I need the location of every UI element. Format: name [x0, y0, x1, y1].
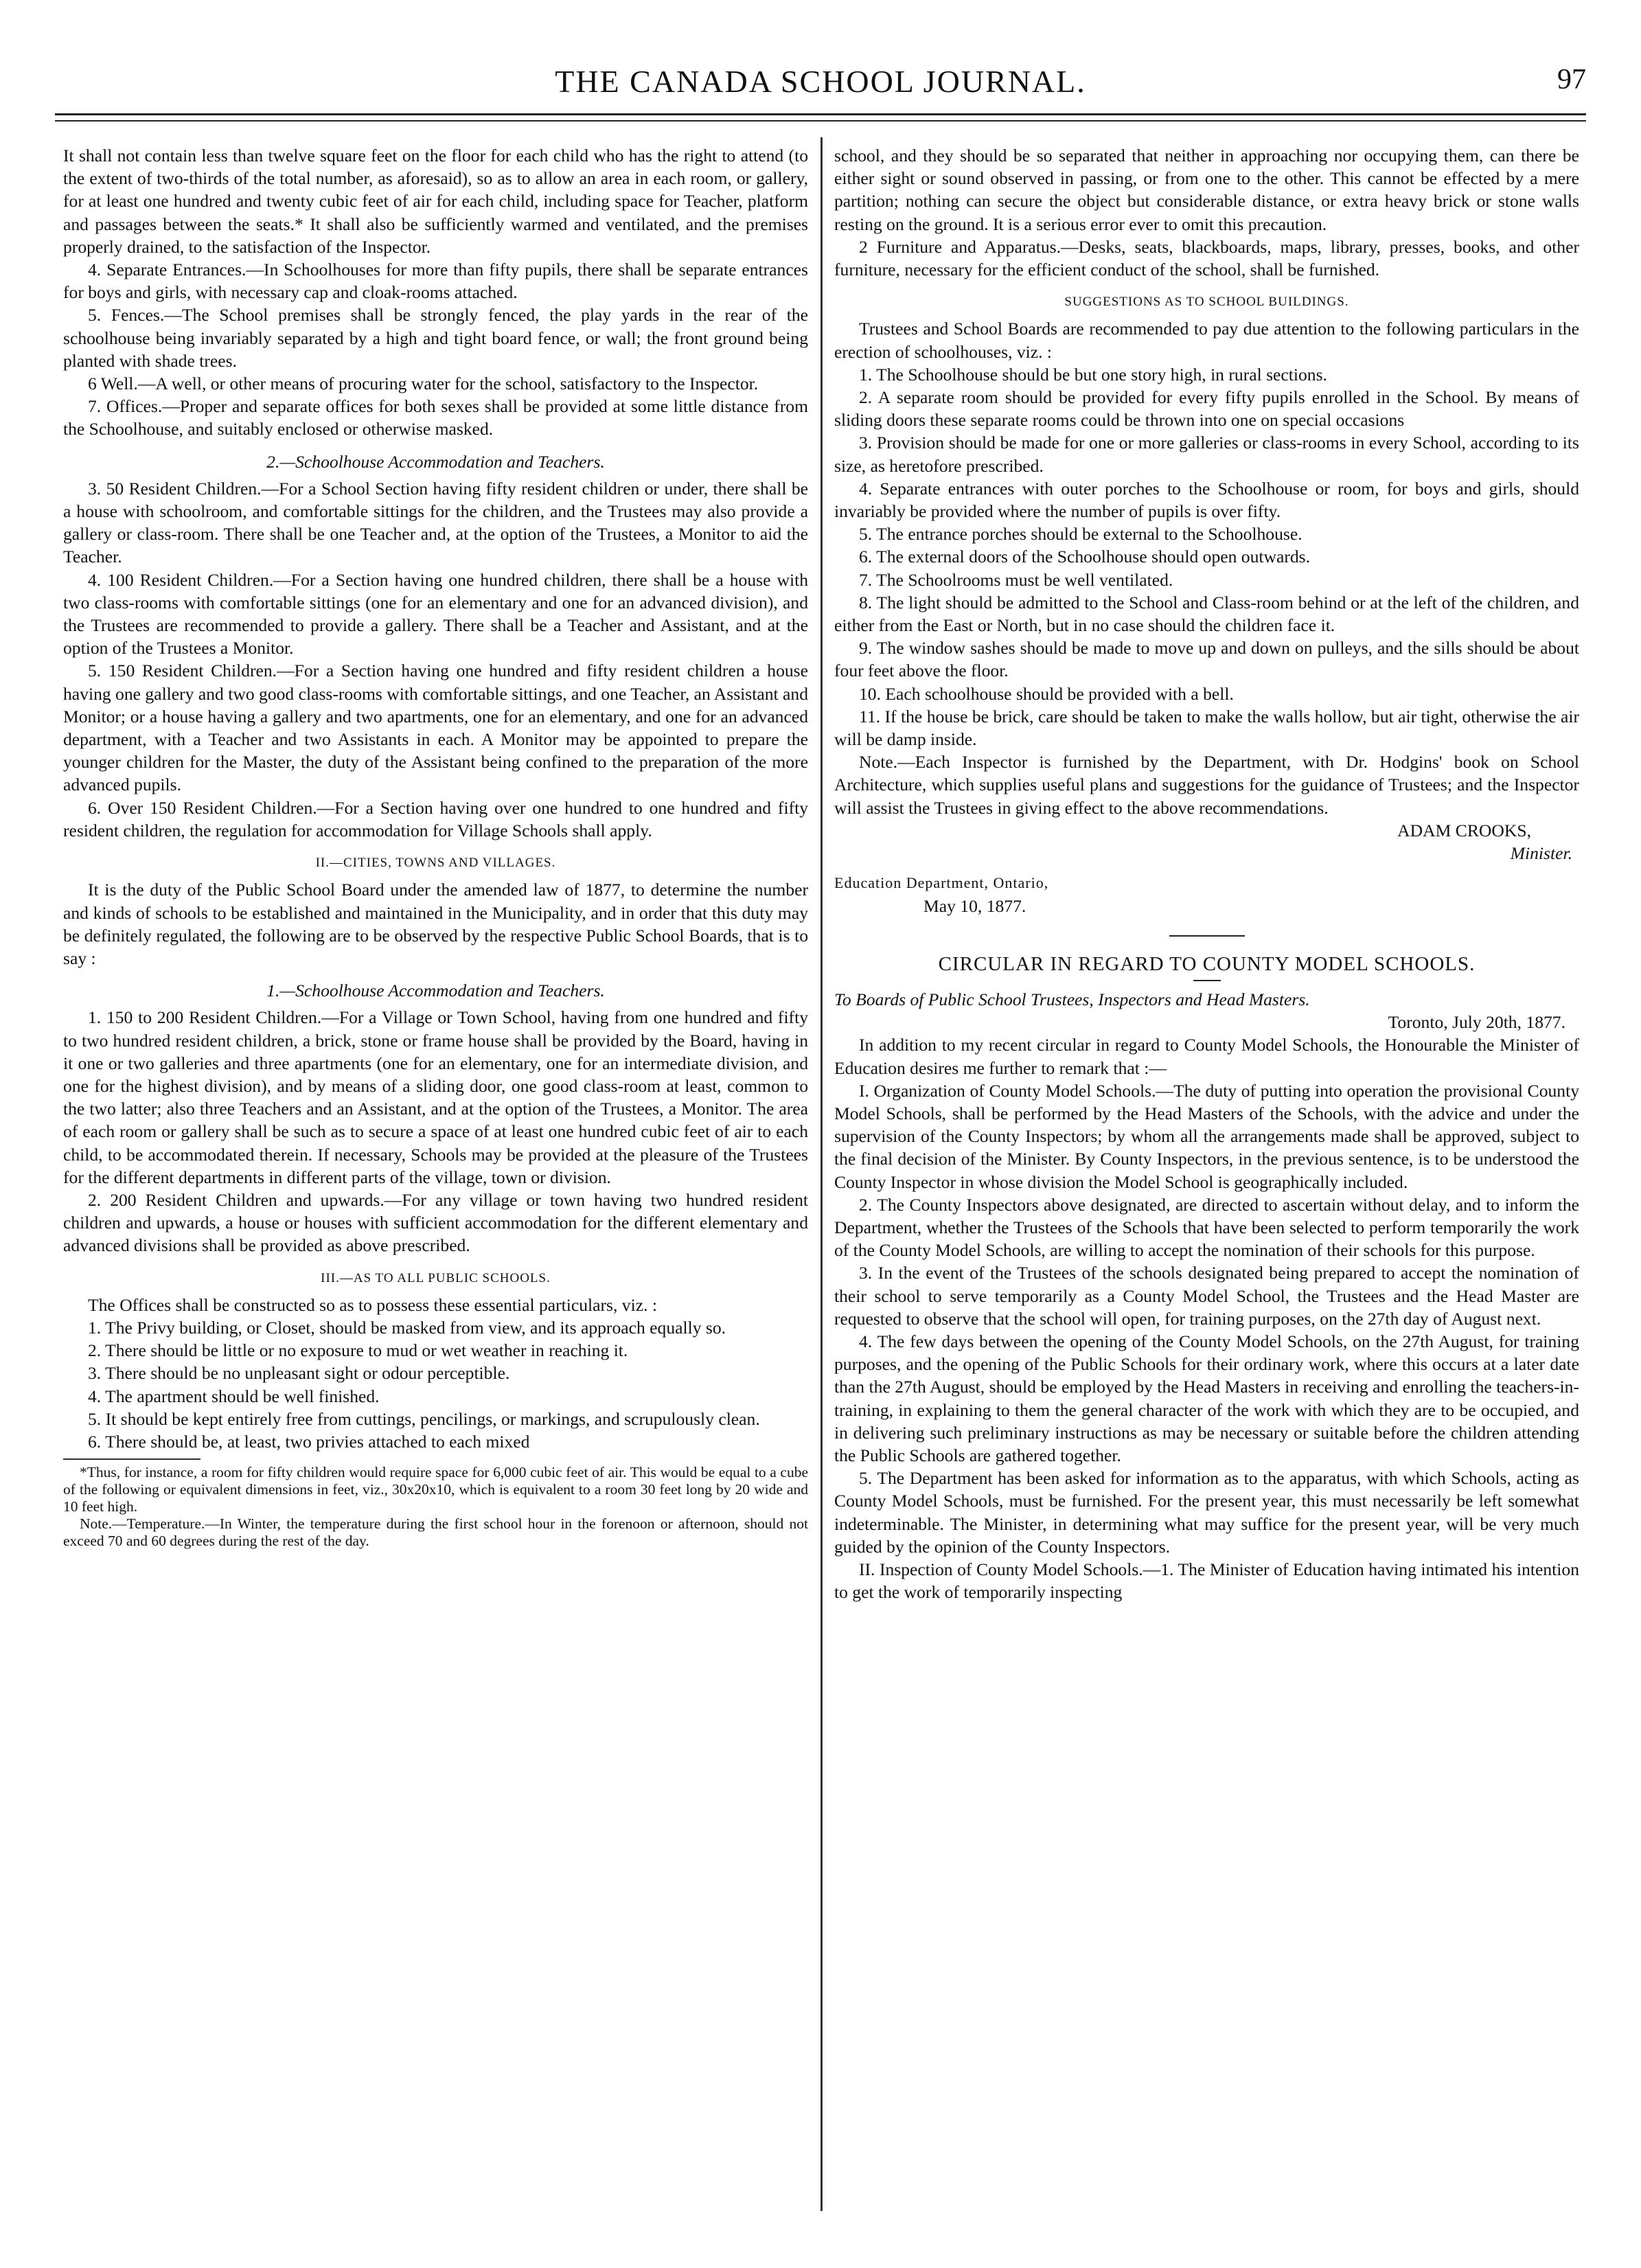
footnote-rule: [63, 1458, 200, 1460]
department-line: Education Department, Ontario,: [834, 874, 1049, 892]
circular-title: CIRCULAR IN REGARD TO COUNTY MODEL SCHOOLS.: [938, 952, 1476, 975]
paragraph: 8. The light should be admitted to the School and Class-room behind or at the left of the children, and either from the East or North, but in no case should the children face it.: [834, 592, 1579, 636]
paragraph: 9. The window sashes should be made to move up and down on pulleys, and the sills should be about four feet above the floor.: [834, 638, 1579, 681]
paragraph: In addition to my recent circular in regard to County Model Schools, the Honourable the Minister of Education desires me further to remark that :—: [834, 1035, 1579, 1078]
paragraph: 5. It should be kept entirely free from cuttings, pencilings, or markings, and scrupulously clean.: [88, 1408, 760, 1429]
paragraph: 2. There should be little or no exposure to mud or wet weather in reaching it.: [88, 1340, 628, 1361]
department-date: May 10, 1877.: [923, 895, 1026, 916]
paragraph: 3. Provision should be made for one or more galleries or class-rooms in every School, according to its size, as heretofore prescribed.: [834, 433, 1579, 476]
footnote: Note.—Temperature.—In Winter, the temperature during the first school hour in the forenoon or afternoon, should not exceed 70 and 60 degrees during the rest of the day.: [63, 1515, 808, 1550]
section-heading: 2.—Schoolhouse Accommodation and Teachers.: [266, 451, 605, 472]
section-heading: 1.—Schoolhouse Accommodation and Teachers.: [266, 981, 605, 1001]
signature-title: Minister.: [1510, 843, 1572, 864]
paragraph: It is the duty of the Public School Board under the amended law of 1877, to determine the number and kinds of schools to be established and maintained in the Municipality, and in order that this duty may be definitely regulated, the following are to be observed by the respective Public School Boards, that is to say :: [63, 880, 808, 968]
paragraph: 3. 50 Resident Children.—For a School Section having fifty resident children or under, there shall be a house with schoolroom, and comfortable sittings for the children, and the Trustees may also provide a gallery or class-room. There shall be one Teacher and, at the option of the Trustees, a Monitor to aid the Teacher.: [63, 478, 808, 567]
title-separator: [1193, 980, 1221, 981]
paragraph: 2. 200 Resident Children and upwards.—For any village or town having two hundred resident children and upwards, a house or houses with sufficient accommodation for the different elementary and advanced divisions shall be provided as above prescribed.: [63, 1189, 808, 1256]
paragraph: 2 Furniture and Apparatus.—Desks, seats, blackboards, maps, library, presses, books, and other furniture, necessary for the efficient conduct of the school, shall be furnished.: [834, 236, 1579, 280]
paragraph: 5. 150 Resident Children.—For a Section having one hundred and fifty resident children a house having one gallery and two good class-rooms with comfortable sittings, and one Teacher, an Assistant and Monitor; or a house having a gallery and two apartments, one for an elementary, and one for an advanced department, with a Teacher and two Assistants in each. A Monitor may be appointed to prepare the younger children for the Master, the duty of the Assistant being confined to the preparation of the more advanced pupils.: [63, 661, 808, 795]
paragraph: 6. Over 150 Resident Children.—For a Section having over one hundred to one hundred and fifty resident children, the regulation for accommodation for Village Schools shall apply.: [63, 797, 808, 840]
section-heading: II.—CITIES, TOWNS AND VILLAGES.: [315, 856, 556, 871]
footnote: *Thus, for instance, a room for fifty children would require space for 6,000 cubic feet of air. This would be equal to a cube of the following or equivalent dimensions in feet, viz., 30x20x10, which is equivalent to a room 30 feet long by 20 wide and 10 feet high.: [63, 1464, 808, 1515]
paragraph: 3. There should be no unpleasant sight or odour perceptible.: [88, 1363, 510, 1384]
paragraph: 5. Fences.—The School premises shall be strongly fenced, the play yards in the rear of the schoolhouse being invariably separated by a high and tight board fence, or wall; the front ground being planted with shade trees.: [63, 305, 808, 371]
signature-name: ADAM CROOKS,: [1397, 820, 1531, 840]
paragraph: 4. Separate entrances with outer porches to the Schoolhouse or room, for boys and girls, should invariably be provided where the number of pupils is over fifty.: [834, 478, 1579, 522]
right-column: [834, 144, 1579, 1603]
header-rule: [55, 113, 1586, 115]
paragraph: 4. The few days between the opening of the County Model Schools, on the 27th August, for training purposes, and the opening of the Public Schools for their ordinary work, where this occurs at a later date than the 27th August, should be employed by the Head Masters in receiving and enrolling the teachers-in-training, in explaining to them the general character of the work with which they are to be occupied, and in delivering such preliminary instructions as may be necessary or suitable before the children attending the Public Schools are gathered together.: [834, 1331, 1579, 1465]
page-number: 97: [1557, 64, 1586, 95]
paragraph: 2. The County Inspectors above designated, are directed to ascertain without delay, and to inform the Department, whether the Trustees of the Schools that have been selected to perform temporarily the work of the County Model Schools, are willing to accept the nomination of their schools for this purpose.: [834, 1194, 1579, 1261]
paragraph: 11. If the house be brick, care should be taken to make the walls hollow, but air tight, otherwise the air will be damp inside.: [834, 706, 1579, 750]
paragraph: 4. 100 Resident Children.—For a Section having one hundred children, there shall be a house with two class-rooms with comfortable sittings (one for an elementary and one for an advanced division), and the Trustees are recommended to provide a gallery. There shall be a Teacher and Assistant, and at the option of the Trustees a Monitor.: [63, 569, 808, 658]
paragraph: I. Organization of County Model Schools.—The duty of putting into operation the provisional County Model Schools, shall be performed by the Head Masters of the Schools, with the advice and under the supervision of the County Inspectors; by whom all the arrangements made shall be approved, subject to the final decision of the Minister. By County Inspectors, in the previous sentence, is to be understood the County Inspector in whose division the Model School is geographically included.: [834, 1080, 1579, 1192]
paragraph: 10. Each schoolhouse should be provided with a bell.: [859, 683, 1234, 704]
paragraph: 1. 150 to 200 Resident Children.—For a Village or Town School, having from one hundred and fifty to two hundred resident children, a brick, stone or frame house shall be provided by the Board, having in it one or two galleries and three apartments (one for an elementary, one for an intermediate division, and one for the highest division), and by means of a sliding door, one good class-room at least, common to the two latter; also three Teachers and an Assistant, and at the option of the Trustees, a Monitor. The area of each room or gallery shall be such as to secure a space of at least one hundred cubic feet of air to each child, to be accommodated therein. If necessary, Schools may be provided at the pleasure of the Trustees for the different departments in different parts of the village, town or division.: [63, 1007, 808, 1187]
paragraph: Trustees and School Boards are recommended to pay due attention to the following particulars in the erection of schoolhouses, viz. :: [834, 319, 1579, 362]
paragraph: 4. The apartment should be well finished.: [88, 1386, 380, 1406]
paragraph: 5. The entrance porches should be external to the Schoolhouse.: [859, 524, 1303, 545]
paragraph: school, and they should be so separated that neither in approaching nor occupying them, can there be either sight or sound observed in passing, or from one to the other. This cannot be effected by a mere partition; nothing can secure the object but considerable distance, or extra heavy brick or stone walls resting on the ground. It is a serious error ever to omit this precaution.: [834, 146, 1579, 234]
section-heading: III.—AS TO ALL PUBLIC SCHOOLS.: [321, 1270, 551, 1285]
page-header: [55, 63, 1586, 104]
place-date: Toronto, July 20th, 1877.: [1388, 1012, 1565, 1033]
paragraph: 1. The Schoolhouse should be but one story high, in rural sections.: [859, 364, 1327, 385]
paragraph: 6. There should be, at least, two privies attached to each mixed: [88, 1431, 530, 1452]
paragraph: It shall not contain less than twelve square feet on the floor for each child who has the right to attend (to the extent of two-thirds of the total number, as aforesaid), so as to allow an area in each room, or gallery, for at least one hundred and twenty cubic feet of air for each child, including space for Teacher, platform and passages between the seats.* It shall also be sufficiently warmed and ventilated, and the premises properly drained, to the satisfaction of the Inspector.: [63, 146, 808, 257]
paragraph: 3. In the event of the Trustees of the schools designated being prepared to accept the nomination of their school to serve temporarily as a County Model School, the Trustees and the Head Master are requested to observe that the school will open, for training purposes, on the 27th day of August next.: [834, 1263, 1579, 1329]
note-paragraph: Note.—Each Inspector is furnished by the Department, with Dr. Hodgins' book on School Architecture, which supplies useful plans and suggestions for the guidance of Trustees; and the Inspector will assist the Trustees in giving effect to the above recommendations.: [834, 752, 1579, 818]
left-column: [63, 144, 808, 1550]
paragraph: The Offices shall be constructed so as to possess these essential particulars, viz. :: [88, 1294, 657, 1315]
paragraph: II. Inspection of County Model Schools.—1. The Minister of Education having intimated his intention to get the work of temporarily inspecting: [834, 1559, 1579, 1603]
paragraph: 4. Separate Entrances.—In Schoolhouses for more than fifty pupils, there shall be separate entrances for boys and girls, with necessary cap and cloak-rooms attached.: [63, 260, 808, 303]
header-rule-inner: [55, 120, 1586, 122]
section-heading: SUGGESTIONS AS TO SCHOOL BUILDINGS.: [1064, 295, 1349, 310]
paragraph: 2. A separate room should be provided for every fifty pupils enrolled in the School. By means of sliding doors these separate rooms could be thrown into one on special occasions: [834, 387, 1579, 431]
paragraph: 7. Offices.—Proper and separate offices for both sexes shall be provided at some little distance from the Schoolhouse, and suitably enclosed or otherwise masked.: [63, 396, 808, 439]
paragraph: 1. The Privy building, or Closet, should be masked from view, and its approach equally so.: [88, 1317, 726, 1338]
paragraph: 5. The Department has been asked for information as to the apparatus, with which Schools, acting as County Model Schools, must be furnished. For the present year, this must necessarily be left somewhat indeterminable. The Minister, in determining what may suffice for the present year, will be very much guided by the opinion of the County Inspectors.: [834, 1468, 1579, 1557]
paragraph: 6. The external doors of the Schoolhouse should open outwards.: [859, 547, 1311, 567]
addressee-line: To Boards of Public School Trustees, Inspectors and Head Masters.: [834, 989, 1310, 1009]
section-separator: [1169, 935, 1245, 937]
paragraph: 6 Well.—A well, or other means of procuring water for the school, satisfactory to the Inspector.: [88, 374, 759, 394]
column-divider: [820, 137, 823, 2211]
paragraph: 7. The Schoolrooms must be well ventilated.: [859, 569, 1173, 590]
journal-title: THE CANADA SCHOOL JOURNAL.: [555, 64, 1086, 99]
